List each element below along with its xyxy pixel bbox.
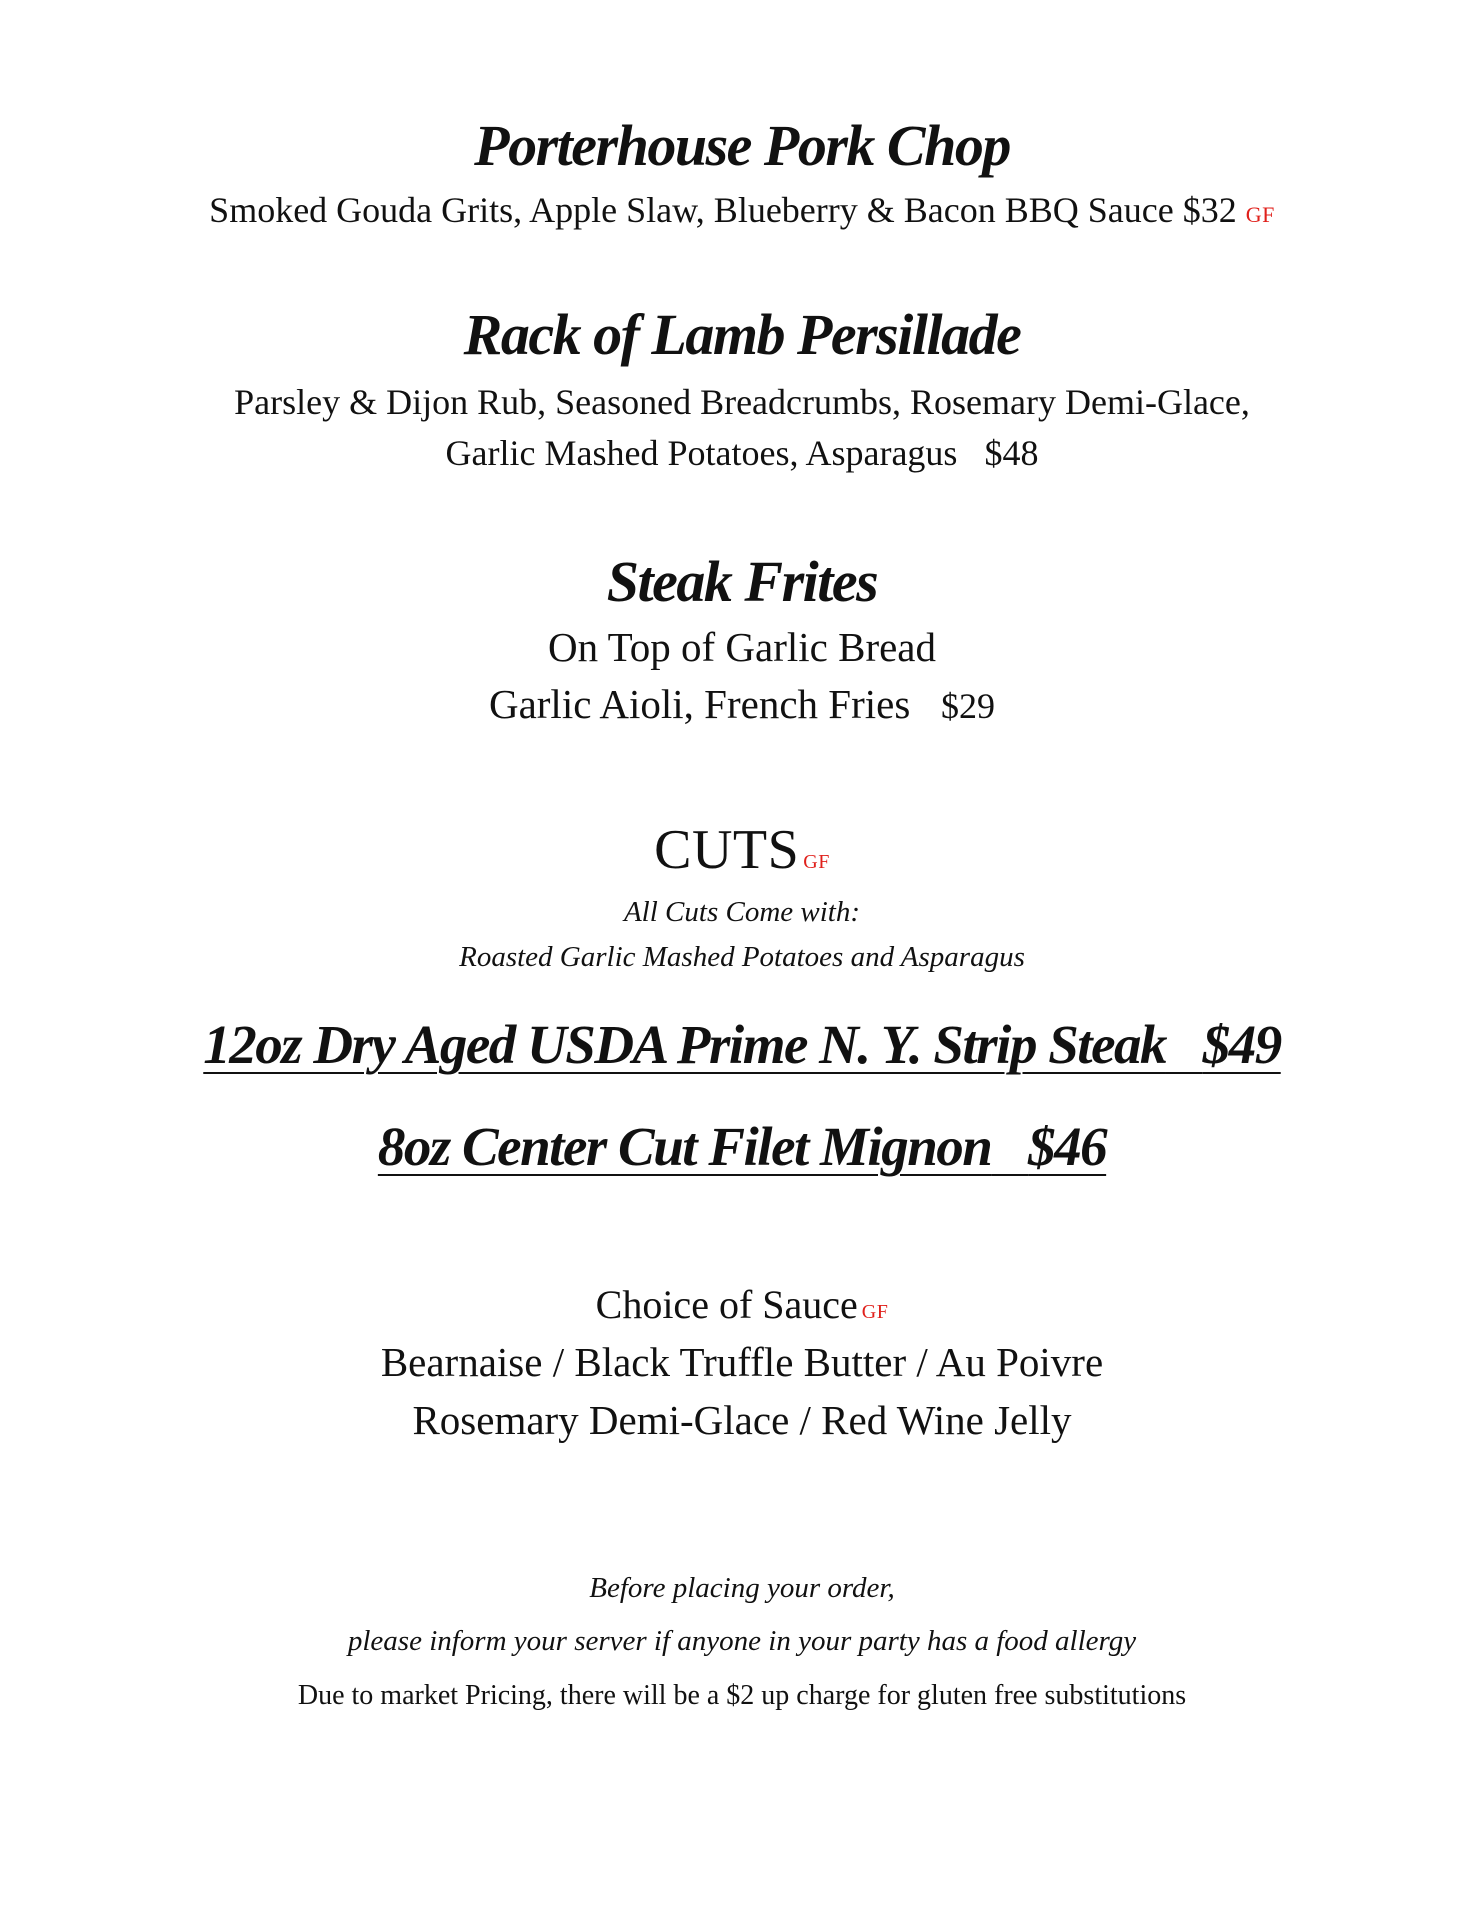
cut-item-price: $49 (1202, 1014, 1281, 1075)
allergy-notice-line-2: please inform your server if anyone in your party has a food allergy (347, 1625, 1137, 1657)
sauce-title: Choice of Sauce (595, 1282, 858, 1327)
lamb-price: $48 (984, 433, 1039, 473)
cuts-title: CUTS (654, 819, 800, 881)
dish-title-pork-chop: Porterhouse Pork Chop (474, 113, 1010, 178)
cuts-heading (0, 819, 1484, 881)
lamb-description-line-1: Parsley & Dijon Rub, Seasoned Breadcrumbs, Rosemary Demi-Glace, (234, 382, 1250, 422)
cuts-note-line-2: Roasted Garlic Mashed Potatoes and Asparagus (459, 941, 1025, 973)
steak-frites-sides-text: Garlic Aioli, French Fries (488, 681, 911, 727)
dish-description-pork-chop (0, 192, 1484, 228)
pork-chop-description-text: Smoked Gouda Grits, Apple Slaw, Blueberry & Bacon BBQ Sauce $32 (209, 190, 1237, 230)
gluten-free-badge: GF (1245, 202, 1275, 227)
cut-item-name: 8oz Center Cut Filet Mignon (377, 1116, 992, 1177)
cut-item-name: 12oz Dry Aged USDA Prime N. Y. Strip Steak (203, 1014, 1166, 1075)
dish-title-rack-of-lamb: Rack of Lamb Persillade (463, 302, 1021, 367)
lamb-description-line-2 (0, 435, 1484, 471)
cut-item-filet-mignon (0, 1116, 1484, 1177)
sauce-options-line-1: Bearnaise / Black Truffle Butter / Au Poivre (380, 1339, 1104, 1385)
sauce-heading (0, 1282, 1484, 1327)
sauce-options-line-2: Rosemary Demi-Glace / Red Wine Jelly (412, 1397, 1072, 1443)
dish-title-steak-frites: Steak Frites (606, 549, 878, 614)
steak-frites-price: $29 (941, 686, 996, 726)
cut-item-strip-steak (0, 1014, 1484, 1075)
steak-frites-description-line-2 (0, 681, 1484, 727)
gluten-free-badge: GF (861, 1301, 889, 1323)
cuts-note-line-1: All Cuts Come with: (623, 896, 861, 928)
steak-frites-description-line-1: On Top of Garlic Bread (547, 624, 937, 670)
allergy-notice-line-1: Before placing your order, (589, 1572, 895, 1604)
cut-item-price: $46 (1028, 1116, 1107, 1177)
lamb-sides-text: Garlic Mashed Potatoes, Asparagus (445, 433, 958, 473)
gluten-free-surcharge-notice: Due to market Pricing, there will be a $2 up charge for gluten free substitutions (297, 1680, 1187, 1711)
gluten-free-badge: GF (803, 851, 830, 873)
